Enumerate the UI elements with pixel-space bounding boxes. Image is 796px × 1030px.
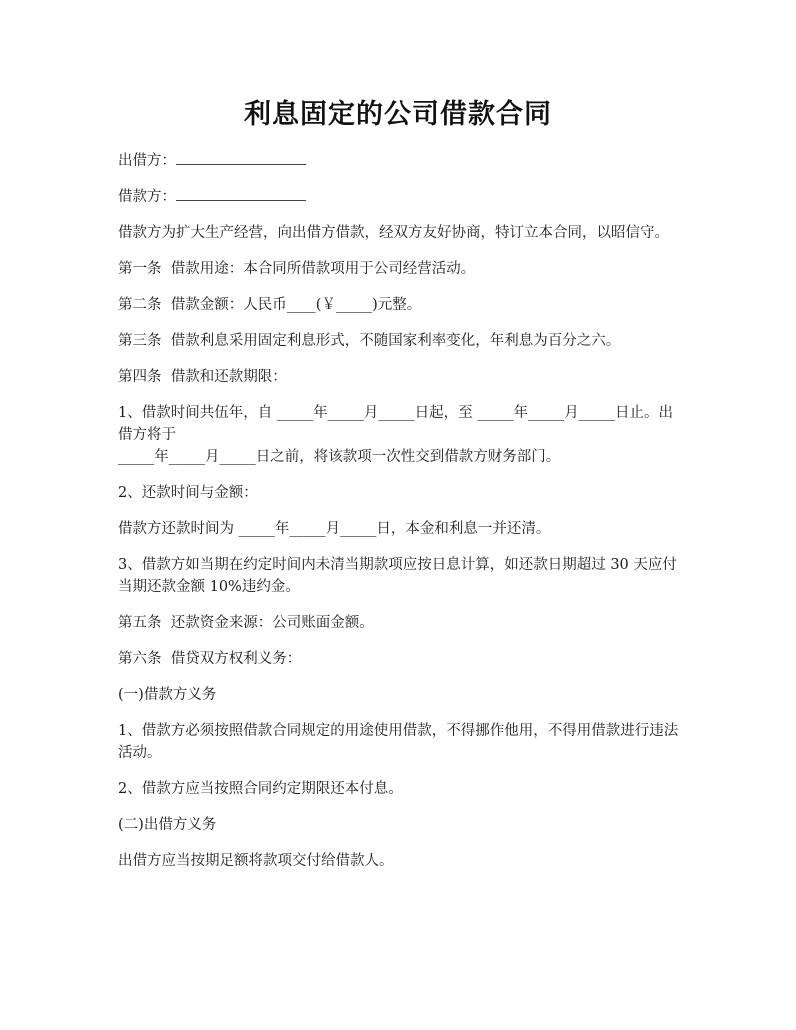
paragraph-article-3: 第三条 借款利息采用固定利息形式，不随国家利率变化，年利息为百分之六。 xyxy=(118,333,621,349)
paragraph-repayment-time: 借款方还款时间为 _____年_____月_____日，本金和利息一并还清。 xyxy=(118,521,551,537)
borrower-label: 借款方： xyxy=(118,189,176,205)
paragraph-loan-period: 1、借款时间共伍年，自 _____年_____月_____日起，至 _____年_____月_____日止。出借方将于 _____年_____月_____日之前，将该款项一次性交到借款方财务部门。 xyxy=(118,405,673,465)
paragraph-repayment-heading: 2、还款时间与金额： xyxy=(118,485,258,501)
paragraph-article-5: 第五条 还款资金来源：公司账面金额。 xyxy=(118,615,374,631)
document-body xyxy=(118,150,683,886)
paragraph-late-penalty: 3、借款方如当期在约定时间内未清当期款项应按日息计算，如还款日期超过 30 天应付当期还款金额 10%违约金。 xyxy=(118,557,677,595)
paragraph-article-1: 第一条 借款用途：本合同所借款项用于公司经营活动。 xyxy=(118,261,476,277)
paragraph-borrower-duties-heading: (一)借款方义务 xyxy=(118,687,217,703)
paragraph-lender-duty: 出借方应当按期足额将款项交付给借款人。 xyxy=(118,853,394,869)
borrower-blank-line xyxy=(176,186,306,201)
document-title: 利息固定的公司借款合同 xyxy=(244,99,552,130)
paragraph-article-6: 第六条 借贷双方权利义务： xyxy=(118,651,302,667)
lender-field xyxy=(118,150,683,172)
paragraph-borrower-duty-2: 2、借款方应当按照合同约定期限还本付息。 xyxy=(118,781,403,797)
paragraph-lender-duties-heading: (二)出借方义务 xyxy=(118,817,217,833)
paragraph-article-4: 第四条 借款和还款期限： xyxy=(118,369,287,385)
lender-label: 出借方： xyxy=(118,153,176,169)
paragraph-borrower-duty-1: 1、借款方必须按照借款合同规定的用途使用借款，不得挪作他用，不得用借款进行违法活动。 xyxy=(118,723,679,761)
lender-blank-line xyxy=(176,150,306,165)
paragraph-preamble: 借款方为扩大生产经营，向出借方借款，经双方友好协商，特订立本合同，以昭信守。 xyxy=(118,225,669,241)
paragraph-article-2: 第二条 借款金额：人民币____(￥_____)元整。 xyxy=(118,297,422,313)
borrower-field xyxy=(118,186,683,208)
